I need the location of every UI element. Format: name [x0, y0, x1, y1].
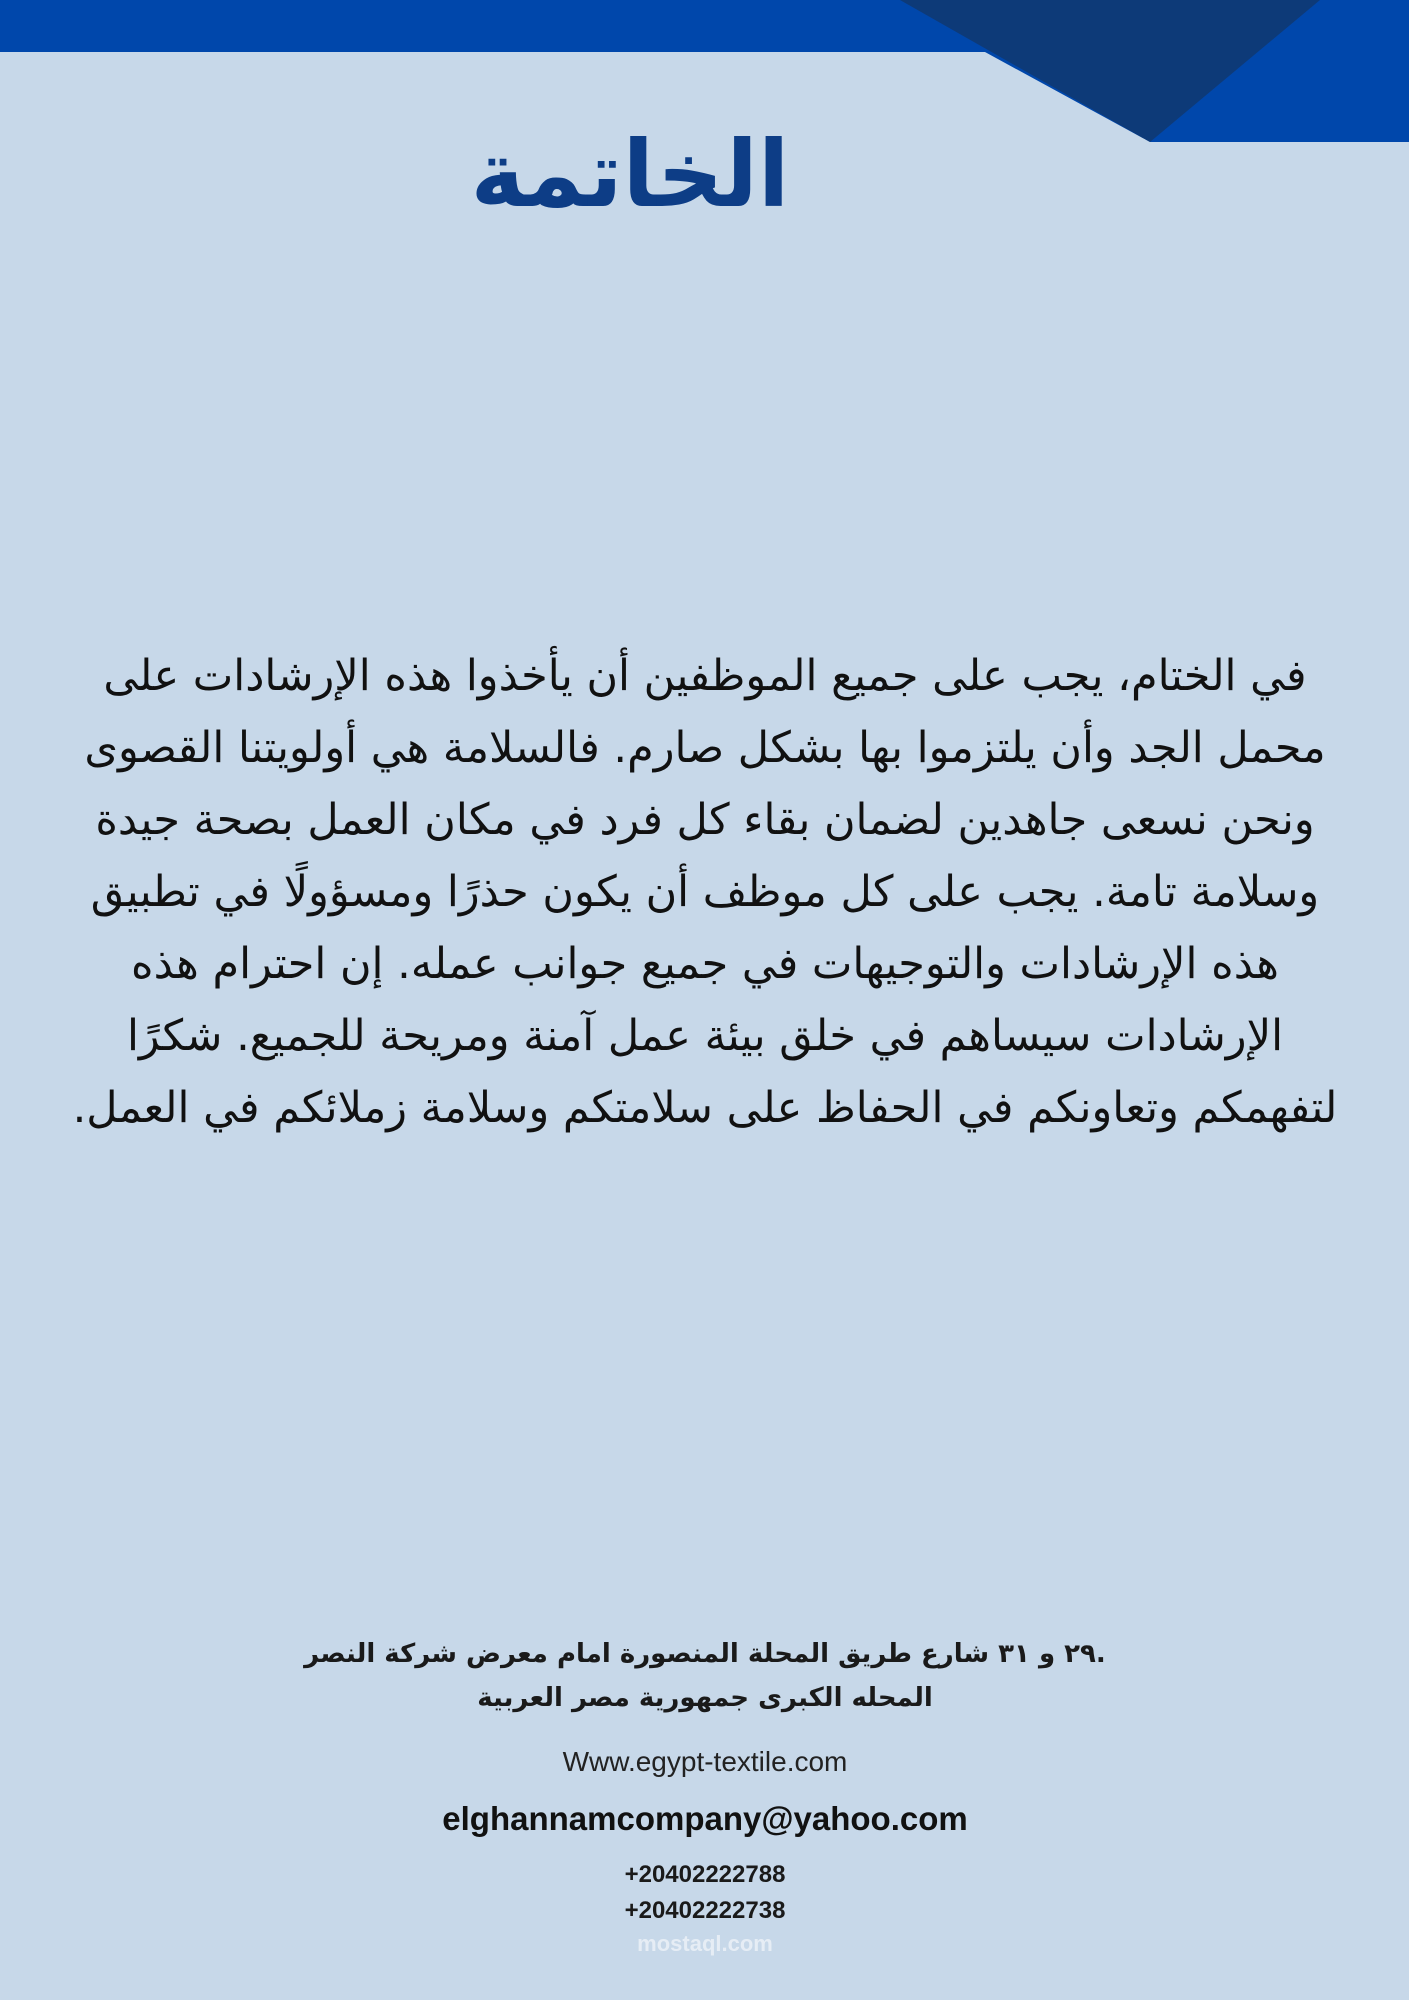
- email-link[interactable]: elghannamcompany@yahoo.com: [442, 1800, 968, 1837]
- watermark: mostaql.com: [637, 1931, 773, 1956]
- conclusion-paragraph: في الختام، يجب على جميع الموظفين أن يأخذوا هذه الإرشادات على محمل الجد وأن يلتزموا بها بشكل صارم. فالسلامة هي أولويتنا القصوى ونحن نسعى جاهدين لضمان بقاء كل فرد في مكان العمل بصحة جيدة وسلامة تامة. يجب على كل موظف أن يكون حذرًا ومسؤولًا في تطبيق هذه الإرشادات والتوجيهات في جميع جوانب عمله. إن احترام هذه الإرشادات سيساهم في خلق بيئة عمل آمنة ومريحة للجميع. شكرًا لتفهمكم وتعاونكم في الحفاظ على سلامتكم وسلامة زملائكم في العمل.: [72, 651, 1338, 1133]
- address-line-2: المحله الكبرى جمهورية مصر العربية: [477, 1683, 933, 1713]
- phone-number-2[interactable]: +20402222738: [624, 1897, 786, 1924]
- website-link[interactable]: Www.egypt-textile.com: [562, 1746, 848, 1777]
- address-line-1: .٢٩ و ٣١ شارع طريق المحلة المنصورة امام معرض شركة النصر: [304, 1639, 1106, 1669]
- address-block: [200, 1632, 1210, 1720]
- phone-number-1[interactable]: +20402222788: [624, 1861, 786, 1888]
- page-title: الخاتمة: [470, 121, 790, 228]
